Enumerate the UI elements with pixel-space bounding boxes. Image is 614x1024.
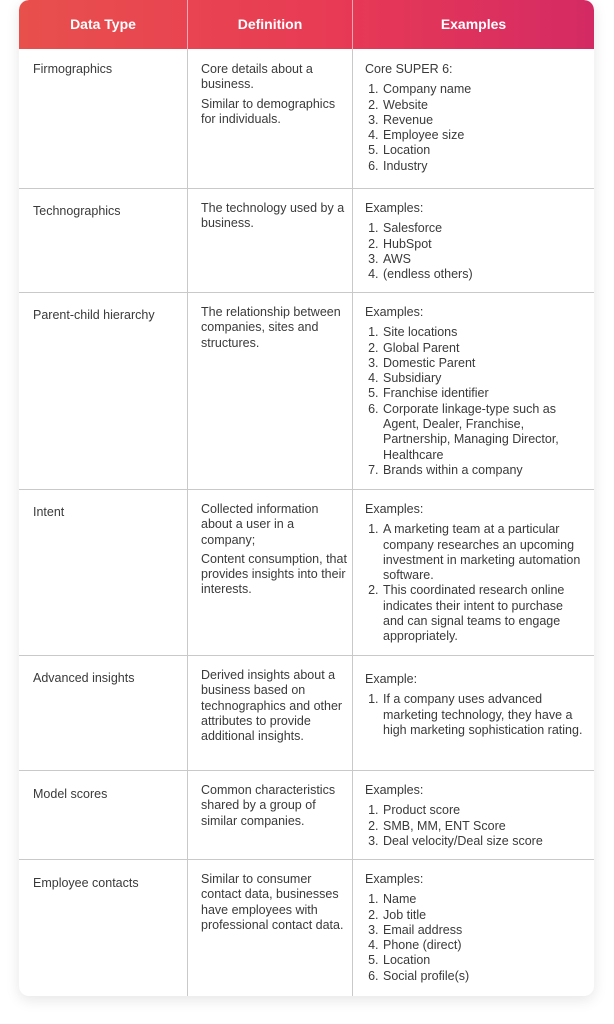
row-model-scores-examples: Examples: 1. Product score 2. SMB, MM, ENT Score 3. Deal velocity/Deal size score: [365, 783, 587, 849]
header-examples: Examples: [440, 16, 507, 32]
list-item: 2. Job title: [382, 908, 587, 923]
row-technographics-definition: The technology used by a business.: [201, 201, 345, 231]
list-item: 1. Site locations: [382, 325, 587, 340]
list-item: 7. Brands within a company: [382, 463, 587, 478]
list-item: 1. A marketing team at a particular company researches an upcoming investment in marketing automation software.: [382, 522, 587, 583]
list-item: 1. Name: [382, 892, 587, 907]
list-item: 2. Global Parent: [382, 341, 587, 356]
row-technographics-type: Technographics: [33, 204, 121, 218]
list-item: 1. Company name: [382, 82, 587, 97]
list-item: 3. Email address: [382, 923, 587, 938]
row-advanced-insights-definition: Derived insights about a business based on technographics and other attributes to provide additional insights.: [201, 668, 343, 744]
list-item: 2. SMB, MM, ENT Score: [382, 819, 587, 834]
list-item: 3. AWS: [382, 252, 587, 267]
list-item: 3. Deal velocity/Deal size score: [382, 834, 587, 849]
row-parent-child-examples: Examples: 1. Site locations 2. Global Parent 3. Domestic Parent 4. Subsidiary 5. Franchise identifier 6. Corporate linkage-type such as Agent, Dealer, Franchise, Partnership, Managing Director, Healthcare 7. Brands within a company: [365, 305, 587, 478]
row-intent-definition: Collected information about a user in a company; Content consumption, that provides insights into their interests.: [201, 502, 347, 597]
table-header: [19, 0, 594, 49]
list-item: 4. Phone (direct): [382, 938, 587, 953]
list-item: 6. Industry: [382, 159, 587, 174]
list-item: 4. Subsidiary: [382, 371, 587, 386]
list-item: 2. Website: [382, 98, 587, 113]
row-advanced-insights-type: Advanced insights: [33, 671, 135, 685]
row-parent-child-type: Parent-child hierarchy: [33, 308, 155, 322]
row-divider: [19, 489, 594, 490]
list-item: 5. Franchise identifier: [382, 386, 587, 401]
row-parent-child-definition: The relationship between companies, sites and structures.: [201, 305, 341, 350]
list-item: 1. If a company uses advanced marketing technology, they have a high marketing sophistication rating.: [382, 692, 587, 738]
row-technographics-examples: Examples: 1. Salesforce 2. HubSpot 3. AWS 4. (endless others): [365, 201, 587, 282]
row-intent-examples: Examples: 1. A marketing team at a particular company researches an upcoming investment in marketing automation software. 2. This coordinated research online indicates their intent to purchase and can signal teams to engage appropriately.: [365, 502, 587, 645]
row-advanced-insights-examples: Example: 1. If a company uses advanced marketing technology, they have a high marketing sophistication rating.: [365, 672, 587, 738]
list-item: 3. Domestic Parent: [382, 356, 587, 371]
column-divider: [352, 49, 353, 996]
row-divider: [19, 859, 594, 860]
list-item: 5. Location: [382, 953, 587, 968]
row-model-scores-definition: Common characteristics shared by a group of similar companies.: [201, 783, 336, 828]
list-item: 1. Salesforce: [382, 221, 587, 236]
list-item: 4. (endless others): [382, 267, 587, 282]
list-item: 2. This coordinated research online indicates their intent to purchase and can signal teams to engage appropriately.: [382, 583, 587, 644]
header-data-type: Data Type: [70, 16, 136, 32]
list-item: 5. Location: [382, 143, 587, 158]
header-definition: Definition: [237, 16, 303, 32]
list-item: 2. HubSpot: [382, 237, 587, 252]
row-employee-contacts-type: Employee contacts: [33, 876, 139, 890]
row-firmographics-type: Firmographics: [33, 62, 113, 76]
list-item: 3. Revenue: [382, 113, 587, 128]
row-firmographics-definition: Core details about a business. Similar to demographics for individuals.: [201, 62, 336, 126]
row-intent-type: Intent: [33, 505, 65, 519]
row-firmographics-examples: Core SUPER 6: 1. Company name 2. Website 3. Revenue 4. Employee size 5. Location 6. Industry: [365, 62, 587, 174]
row-divider: [19, 188, 594, 189]
data-type-table: [19, 0, 594, 996]
row-divider: [19, 655, 594, 656]
list-item: 6. Social profile(s): [382, 969, 587, 984]
list-item: 6. Corporate linkage-type such as Agent, Dealer, Franchise, Partnership, Managing Director, Healthcare: [382, 402, 587, 463]
row-divider: [19, 770, 594, 771]
column-divider: [187, 49, 188, 996]
row-employee-contacts-definition: Similar to consumer contact data, businesses have employees with professional contact data.: [201, 872, 344, 932]
list-item: 4. Employee size: [382, 128, 587, 143]
list-item: 1. Product score: [382, 803, 587, 818]
row-divider: [19, 292, 594, 293]
row-employee-contacts-examples: Examples: 1. Name 2. Job title 3. Email address 4. Phone (direct) 5. Location 6. Social profile(s): [365, 872, 587, 984]
row-model-scores-type: Model scores: [33, 787, 108, 801]
